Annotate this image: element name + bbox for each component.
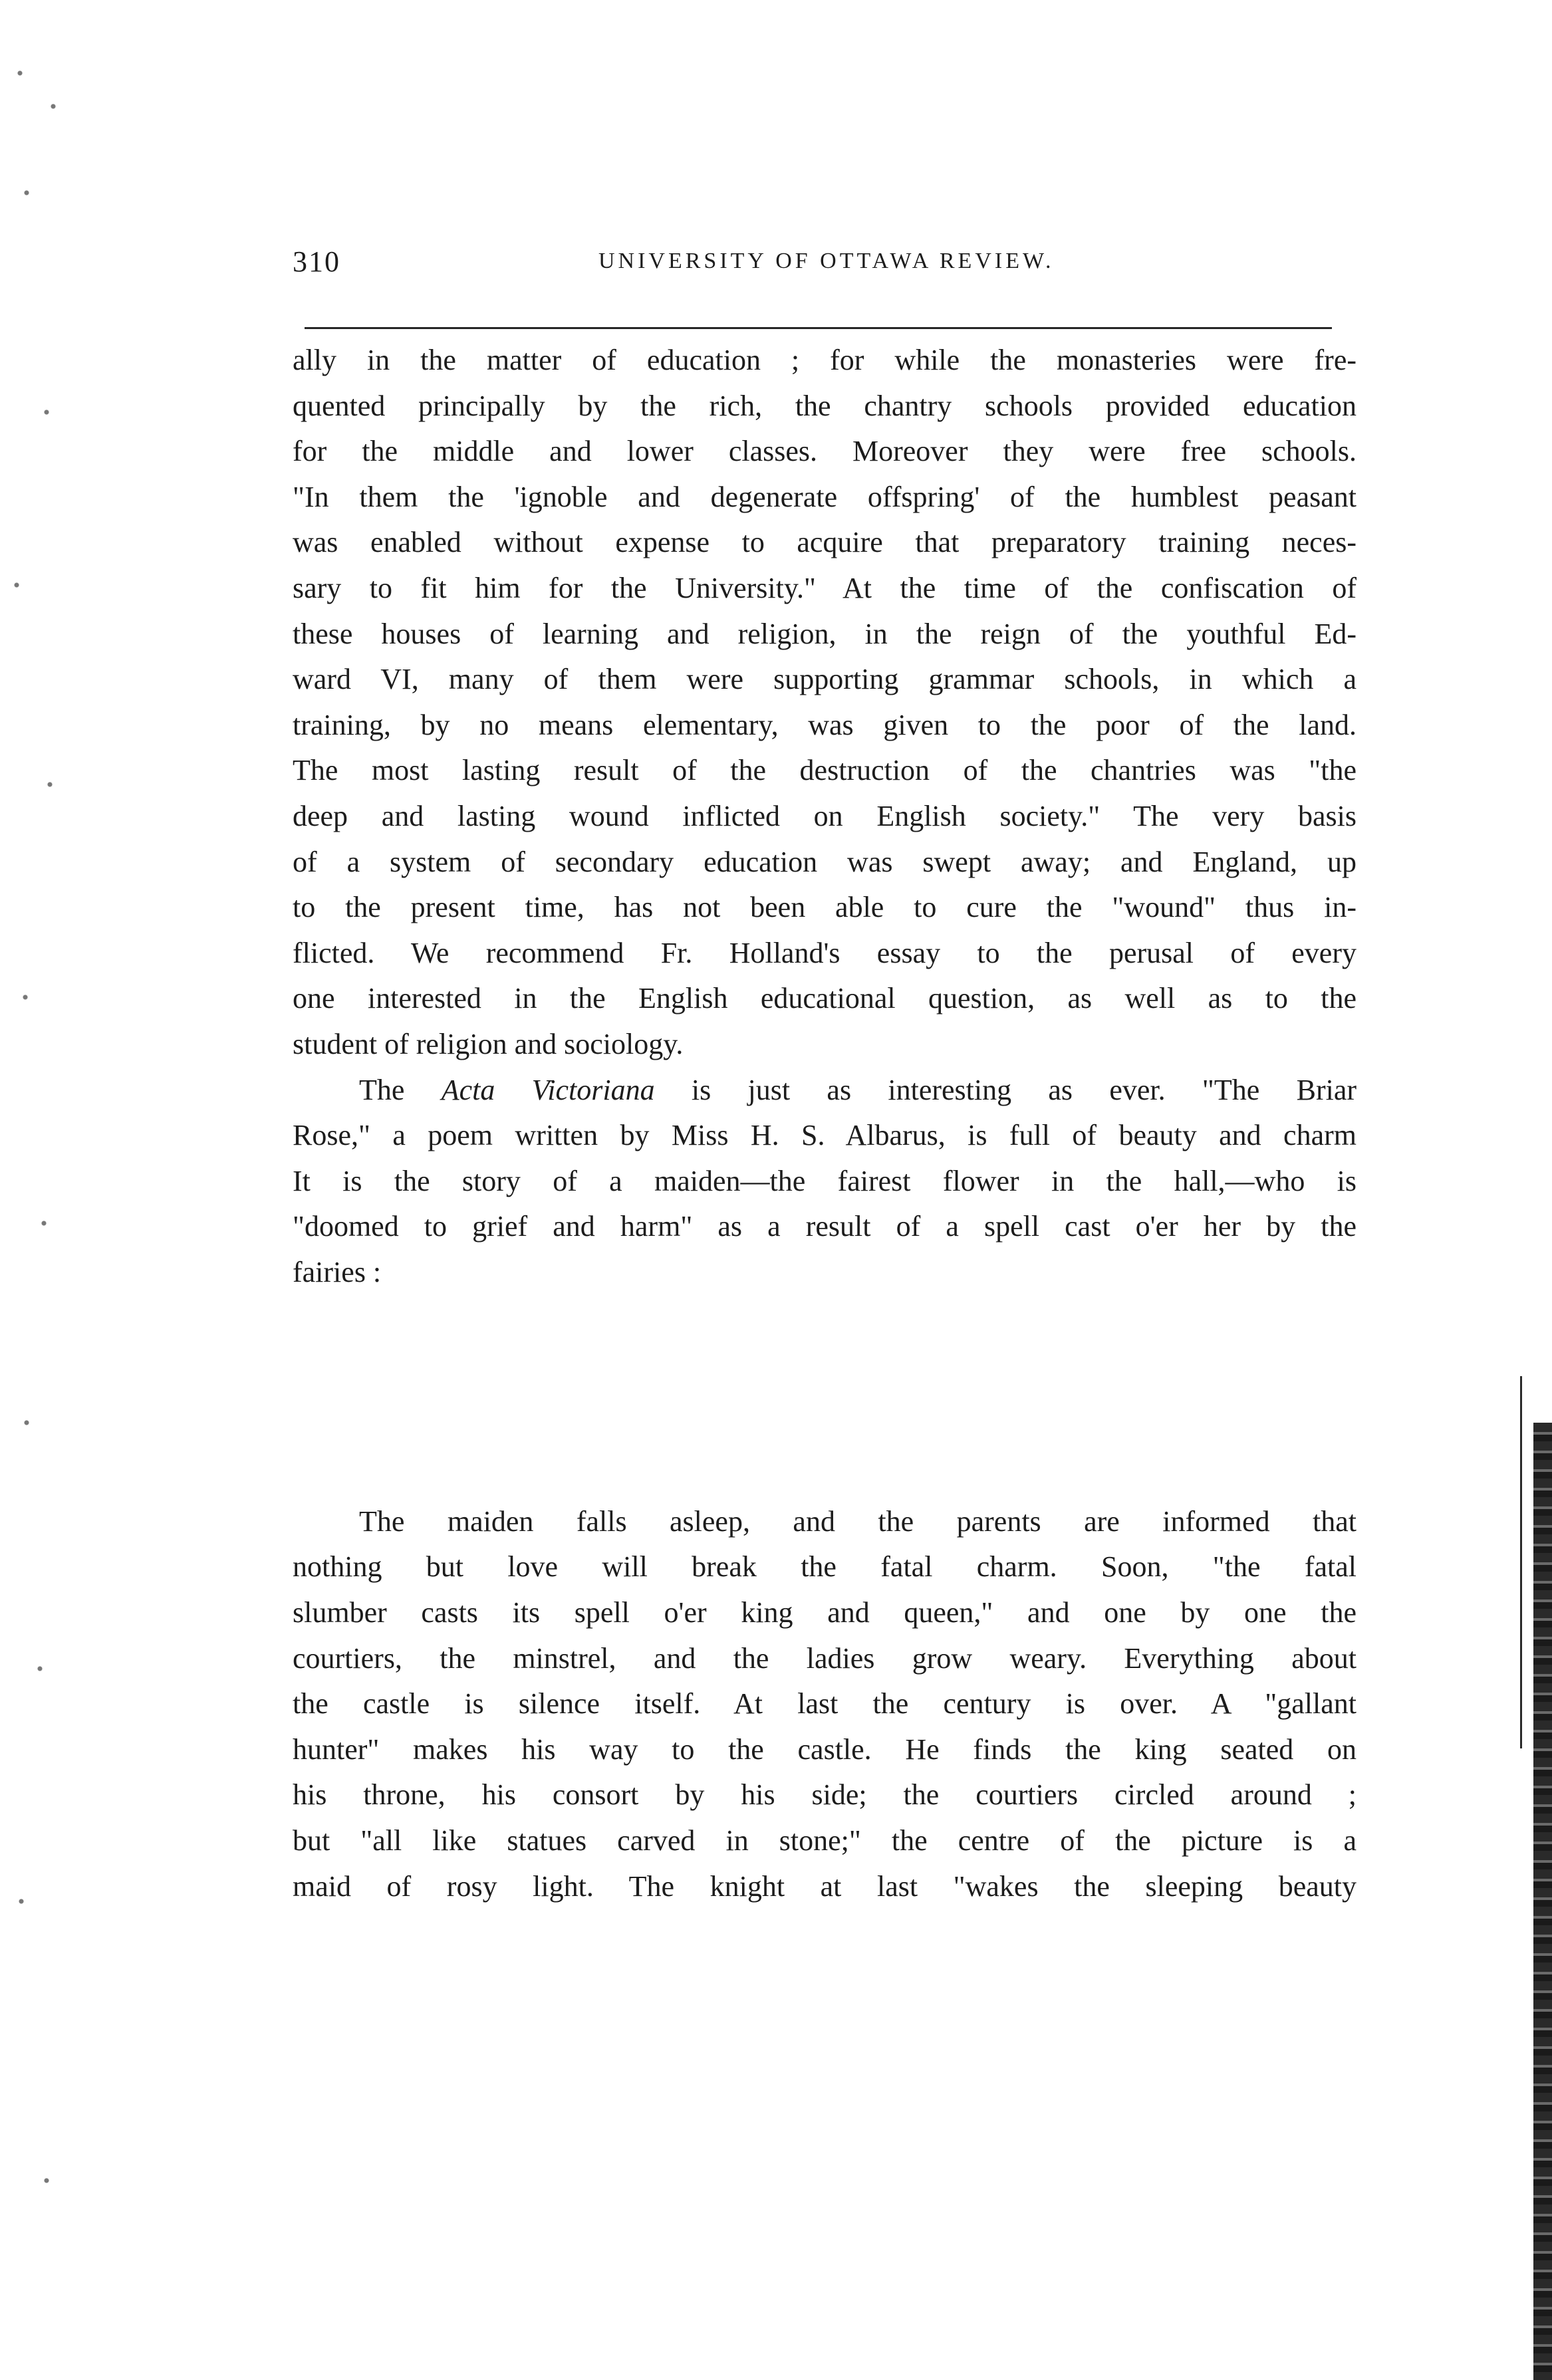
text-line: was enabled without expense to acquire that preparatory training neces- xyxy=(293,526,1357,559)
verse-gap xyxy=(293,1488,1357,1499)
poem-stanza xyxy=(293,1306,1357,1488)
text-line: Rose," a poem written by Miss H. S. Albarus, is full of beauty and charm xyxy=(293,1119,1357,1152)
text-line: training, by no means elementary, was given to the poor of the land. xyxy=(293,708,1357,741)
text-line: for the middle and lower classes. Moreover they were free schools. xyxy=(293,435,1357,468)
text-line: his throne, his consort by his side; the courtiers circled around ; xyxy=(293,1778,1357,1812)
text-line: It is the story of a maiden—the fairest flower in the hall,—who is xyxy=(293,1164,1357,1197)
running-head: UNIVERSITY OF OTTAWA REVIEW. xyxy=(598,249,1055,273)
text-line: quented principally by the rich, the chantry schools provided education xyxy=(293,389,1357,422)
scan-edge-strip xyxy=(1533,1423,1552,2380)
text-line: nothing but love will break the fatal charm. Soon, "the fatal xyxy=(293,1550,1357,1584)
verse-gap xyxy=(293,1295,1357,1306)
text-line: flicted. We recommend Fr. Holland's essay to the perusal of every xyxy=(293,936,1357,969)
verse-line xyxy=(293,1306,1357,1352)
verse-line xyxy=(293,1397,1357,1443)
text-line: one interested in the English educational question, as well as to the xyxy=(293,982,1357,1015)
text-line: to the present time, has not been able to cure the "wound" thus in- xyxy=(293,891,1357,924)
text-line: the castle is silence itself. At last the century is over. A "gallant xyxy=(293,1687,1357,1721)
text-line xyxy=(293,1068,1357,1114)
text-line: of a system of secondary education was swept away; and England, up xyxy=(293,845,1357,878)
text-line: student of religion and sociology. xyxy=(293,1027,684,1060)
text-line: ally in the matter of education ; for while the monasteries were fre- xyxy=(293,344,1357,376)
text-line: The maiden falls asleep, and the parents are informed that xyxy=(359,1504,1357,1538)
text-line: "In them the 'ignoble and degenerate offspring' of the humblest peasant xyxy=(293,480,1357,513)
text-line: The most lasting result of the destruction of the chantries was "the xyxy=(293,754,1357,787)
text-line: maid of rosy light. The knight at last "wakes the sleeping beauty xyxy=(293,1869,1357,1903)
text-line: but "all like statues carved in stone;" the centre of the picture is a xyxy=(293,1824,1357,1857)
text-fragment: The xyxy=(359,1073,442,1106)
page-header xyxy=(293,245,1343,285)
text-line: fairies : xyxy=(293,1255,382,1288)
paragraph-education xyxy=(293,338,1357,1068)
paragraph-acta-victoriana xyxy=(293,1068,1357,1296)
scan-margin-specks xyxy=(7,0,100,2375)
text-line: "doomed to grief and harm" as a result of a spell cast o'er her by the xyxy=(293,1210,1357,1243)
page-number: 310 xyxy=(293,245,340,278)
scan-edge-line xyxy=(1520,1376,1522,1748)
paragraph-maiden xyxy=(293,1499,1357,1909)
text-line: sary to fit him for the University." At the time of the confiscation of xyxy=(293,571,1357,604)
article-body xyxy=(293,338,1357,1909)
verse-line xyxy=(293,1443,1357,1488)
text-line: deep and lasting wound inflicted on English society." The very basis xyxy=(293,799,1357,832)
text-line: courtiers, the minstrel, and the ladies grow weary. Everything about xyxy=(293,1641,1357,1675)
text-line: hunter" makes his way to the castle. He finds the king seated on xyxy=(293,1732,1357,1766)
text-line: slumber casts its spell o'er king and queen," and one by one the xyxy=(293,1596,1357,1629)
text-line: these houses of learning and religion, in the reign of the youthful Ed- xyxy=(293,617,1357,650)
header-rule xyxy=(305,327,1332,329)
verse-line xyxy=(293,1352,1357,1397)
text-fragment: is just as interesting as ever. "The Briar xyxy=(654,1073,1357,1106)
text-line: ward VI, many of them were supporting grammar schools, in which a xyxy=(293,663,1357,696)
journal-title: Acta Victoriana xyxy=(441,1073,655,1106)
